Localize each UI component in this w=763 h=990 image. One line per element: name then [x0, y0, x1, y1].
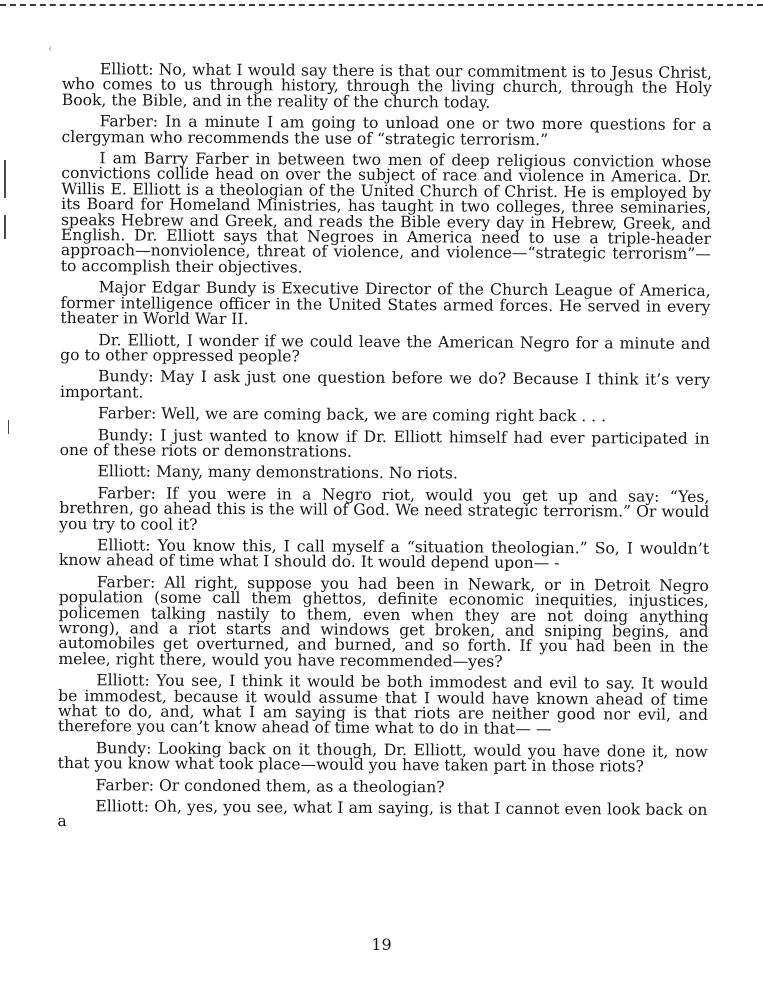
- paragraph-elliott-immodest-evil: Elliott: You see, I think it would be both immodest and evil to say. It would be immodest, because it would assume that I would have known ahead of time what to do, and, what I am saying is that riots are neither good nor evil, and therefore you can’t know ahead of time what to do in that— —: [57, 671, 709, 739]
- paragraph-bundy-introduction: Major Edgar Bundy is Executive Director of the Church League of America, former intelligence officer in the United States armed forces. He served in every theater in World War II.: [60, 278, 711, 329]
- transcript-body: [57, 62, 712, 840]
- scan-top-rule: [0, 4, 763, 6]
- paragraph-farber-other-oppressed: Dr. Elliott, I wonder if we could leave the American Negro for a minute and go to other oppressed people?: [60, 330, 711, 366]
- paragraph-farber-unload-questions: Farber: In a minute I am going to unload one or two more questions for a clergyman who recommends the use of “strategic terrorism.”: [61, 112, 712, 149]
- page-number: 19: [371, 935, 392, 954]
- paragraph-elliott-no-riots: Elliott: Many, many demonstrations. No riots.: [97, 462, 458, 483]
- paragraph-farber-coming-back: Farber: Well, we are coming back, we are coming right back . . .: [97, 404, 607, 426]
- paragraph-farber-negro-riot: Farber: If you were in a Negro riot, would you get up and say: “Yes, brethren, go ahead this is the will of God. We need strategic terrorism.” Or would you try to cool it?: [59, 483, 710, 534]
- paragraph-farber-newark-detroit: Farber: All right, suppose you had been in Newark, or in Detroit Negro population (some call them ghettos, definite economic inequities, injustices, policemen talking nastily to them, even when they are not doing anything wrong), and a riot starts and windows get broken, and sniping begins, and automobiles get overturned, and burned, and so forth. If you had been in the melee, right there, would you have recommended—yes?: [58, 573, 709, 671]
- paragraph-farber-condoned: Farber: Or condoned them, as a theologian?: [95, 775, 445, 797]
- paragraph-farber-introduction: I am Barry Farber in between two men of deep religious conviction whose convictions collide head on over the subject of race and violence in America. Dr. Willis E. Elliott is a theologian of the United Church of Christ. He is employed by its Board for Homeland Ministries, has taught in two colleges, three seminaries, speaks Hebrew and Greek, and reads the Bible every day in Hebrew, Greek, and English. Dr. Elliott says that Negroes in America need to use a triple-header approach—nonviolence, threat of violence, and violence—“strategic terrorism”—to accomplish their objectives.: [60, 149, 712, 277]
- scan-margin-mark: [4, 160, 6, 198]
- paragraph-bundy-one-question: Bundy: May I ask just one question before we do? Because I think it’s very important.: [59, 367, 711, 402]
- paragraph-elliott-cannot-look-back: Elliott: Oh, yes, you see, what I am saying, is that I cannot even look back on a: [57, 797, 708, 831]
- scan-margin-mark: [8, 420, 9, 434]
- paragraph-bundy-participated: Bundy: I just wanted to know if Dr. Elliott himself had ever participated in one of these riots or demonstrations.: [59, 425, 710, 461]
- scan-margin-mark: [4, 215, 6, 239]
- paragraph-bundy-looking-back: Bundy: Looking back on it though, Dr. Elliott, would you have done it, now that you know what took place—would you have taken part in those riots?: [57, 739, 708, 776]
- paragraph-elliott-situation-theologian: Elliott: You know this, I call myself a “situation theologian.” So, I wouldn’t know ahead of time what I should do. It would depend upon— -: [58, 536, 710, 573]
- paragraph-elliott-commitment: Elliott: No, what I would say there is that our commitment is to Jesus Christ, who comes to us through history, through the living church, through the Holy Book, the Bible, and in the reality of the church today.: [61, 60, 713, 112]
- scan-speck: ‹: [48, 42, 53, 55]
